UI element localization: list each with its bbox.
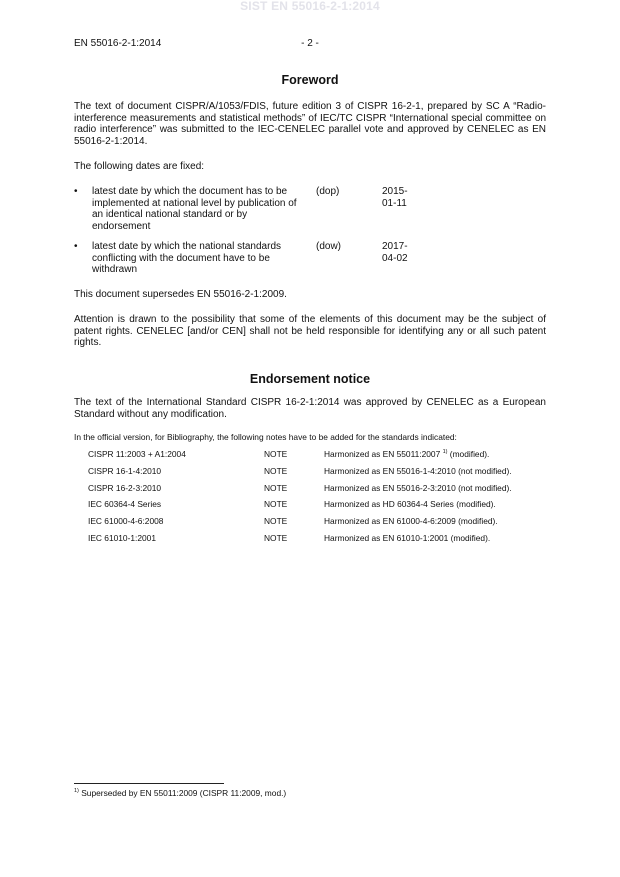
note-standard: IEC 61000-4-6:2008 — [88, 516, 164, 526]
date-item-date: 2015-01-11 — [382, 186, 408, 209]
header-doc-id: EN 55016-2-1:2014 — [74, 38, 162, 49]
note-standard: CISPR 11:2003 + A1:2004 — [88, 449, 186, 459]
note-text: Harmonized as EN 55016-2-3:2010 (not modified). — [324, 483, 512, 493]
note-text: Harmonized as EN 61000-4-6:2009 (modified). — [324, 516, 498, 526]
note-label: NOTE — [264, 449, 288, 459]
patent-notice: Attention is drawn to the possibility that some of the elements of this document may be the subject of patent rights. CENELEC [and/or CEN] shall not be held responsible for identifying any or all such patent rights. — [74, 314, 546, 349]
note-text: Harmonized as EN 55011:2007 $^{1)}$ (modified). — [324, 449, 490, 459]
note-label: NOTE — [264, 533, 288, 543]
bullet-icon: • — [74, 186, 78, 197]
date-item-text: latest date by which the document has to be implemented at national level by publication of an identical national standard or by endorsement — [92, 186, 297, 232]
endorsement-title: Endorsement notice — [249, 372, 371, 386]
note-standard: IEC 60364-4 Series — [88, 499, 162, 509]
date-item-code: (dop) — [316, 186, 340, 197]
dates-intro: The following dates are fixed: — [74, 161, 205, 172]
note-standard: CISPR 16-1-4:2010 — [88, 466, 162, 476]
date-item-date: 2017-04-02 — [382, 241, 408, 264]
note-text: Harmonized as EN 61010-1:2001 (modified). — [324, 533, 491, 543]
note-label: NOTE — [264, 483, 288, 493]
footnote-text: Superseded by EN 55011:2009 (CISPR 11:2009, mod.) — [78, 788, 287, 798]
note-standard: IEC 61010-1:2001 — [88, 533, 156, 543]
date-item-code: (dow) — [316, 241, 342, 252]
note-label: NOTE — [264, 516, 288, 526]
watermark: SIST EN 55016-2-1:2014 — [240, 0, 380, 13]
note-text: Harmonized as EN 55016-1-4:2010 (not modified). — [324, 466, 512, 476]
foreword-intro: The text of document CISPR/A/1053/FDIS, future edition 3 of CISPR 16-2-1, prepared by SC A “Radio-interference measurements and statistical methods” of IEC/TC CISPR “International special committee on radio interference” was submitted to the IEC-CENELEC parallel vote and approved by CENELEC as EN 55016-2-1:2014. — [74, 101, 546, 147]
foreword-title: Foreword — [281, 73, 339, 87]
bibliography-intro: In the official version, for Bibliography, the following notes have to be added for the standards indicated: — [74, 432, 457, 442]
note-label: NOTE — [264, 499, 288, 509]
supersedes-statement: This document supersedes EN 55016-2-1:2009. — [74, 289, 287, 300]
date-item-text: latest date by which the national standards conflicting with the document have to be withdrawn — [92, 241, 282, 276]
note-standard: CISPR 16-2-3:2010 — [88, 483, 162, 493]
footnote-ref: 1) — [442, 449, 448, 456]
bullet-icon: • — [74, 241, 78, 252]
note-text: Harmonized as HD 60364-4 Series (modified). — [324, 499, 496, 509]
footnote-marker: 1) — [74, 788, 79, 795]
header-page-number: - 2 - — [301, 38, 319, 49]
footnote-divider — [74, 783, 224, 784]
note-label: NOTE — [264, 466, 288, 476]
footnote — [74, 788, 286, 798]
endorsement-approval: The text of the International Standard CISPR 16-2-1:2014 was approved by CENELEC as a European Standard without any modification. — [74, 397, 546, 420]
